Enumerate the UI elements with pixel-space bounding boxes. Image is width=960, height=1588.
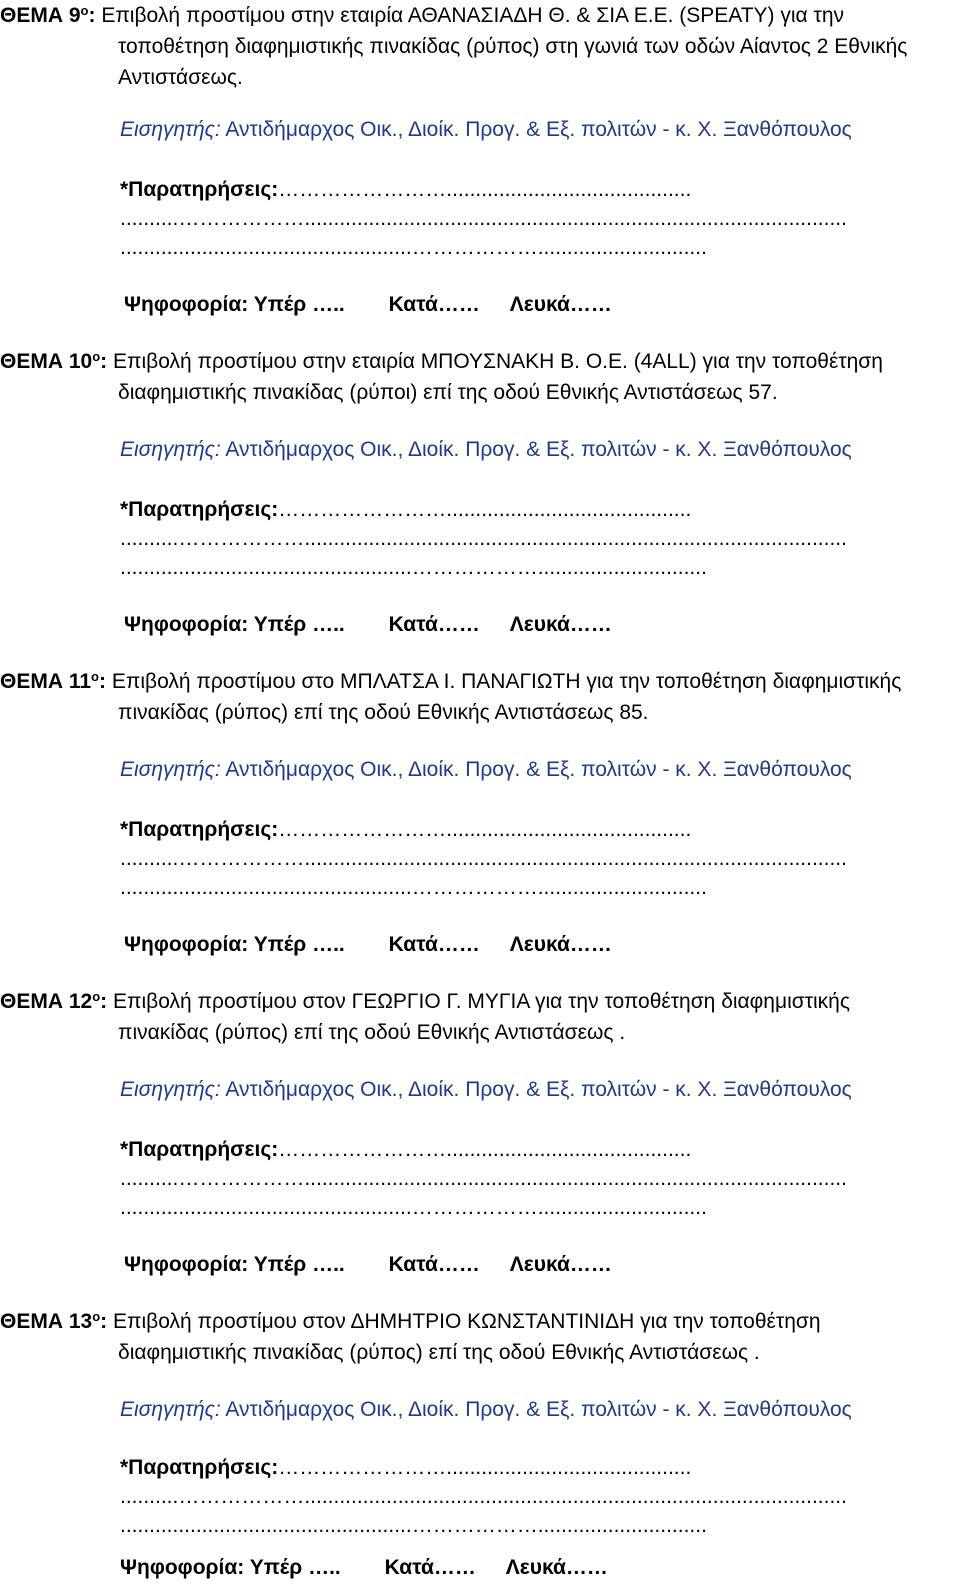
theme-title: Επιβολή προστίμου στην εταιρία ΜΠΟΥΣΝΑΚΗ Β. Ο.Ε. (4ALL) για την τοποθέτηση bbox=[113, 350, 883, 373]
remarks-dots: ..........………………............................................................................................. bbox=[120, 527, 847, 550]
remarks-block bbox=[120, 495, 942, 582]
remarks-dots: …………………….......................................... bbox=[278, 1456, 692, 1479]
theme-ordinal: ο bbox=[92, 349, 101, 364]
remarks-label: *Παρατηρήσεις: bbox=[120, 178, 279, 201]
vote-line bbox=[124, 929, 612, 960]
rapporteur-line bbox=[120, 114, 852, 145]
theme-title-continuation: πινακίδας (ρύπος) επί της οδού Εθνικής Αντιστάσεως . bbox=[118, 1021, 626, 1044]
theme-ordinal: ο bbox=[92, 1309, 101, 1324]
rapporteur-line bbox=[120, 1394, 852, 1425]
vote-blank: Λευκά…… bbox=[509, 613, 612, 636]
vote-for: Ψηφοφορία: Υπέρ ….. bbox=[124, 933, 345, 956]
vote-against: Κατά…… bbox=[384, 1556, 476, 1579]
rapporteur-line bbox=[120, 1074, 852, 1105]
remarks-dots: ..................................................………………............................. bbox=[120, 1196, 707, 1219]
remarks-block bbox=[120, 1135, 942, 1222]
rapporteur-label: Εισηγητής: bbox=[120, 1078, 221, 1101]
vote-against: Κατά…… bbox=[388, 293, 480, 316]
remarks-dots: ..........………………............................................................................................. bbox=[120, 207, 847, 230]
vote-for: Ψηφοφορία: Υπέρ ….. bbox=[120, 1556, 341, 1579]
rapporteur-label: Εισηγητής: bbox=[120, 118, 221, 141]
theme-heading: ΘΕΜΑ $11^o$: Επιβολή προστίμου στο ΜΠΛΑΤΣΑ Ι. ΠΑΝΑΓΙΩΤΗ για την τοποθέτηση διαφημιστικής πινακίδας (ρύπος) επί της οδού Εθνικής Αντιστάσεως 85. bbox=[0, 666, 948, 728]
theme-title: Επιβολή προστίμου στον ΔΗΜΗΤΡΙΟ ΚΩΝΣΤΑΝΤΙΝΙΔΗ για την τοποθέτηση bbox=[113, 1310, 821, 1333]
rapporteur-text: Αντιδήμαρχος Οικ., Διοίκ. Προγ. & Εξ. πολιτών - κ. Χ. Ξανθόπουλος bbox=[225, 118, 852, 141]
theme-title-continuation: διαφημιστικής πινακίδας (ρύπος) επί της οδού Εθνικής Αντιστάσεως . bbox=[118, 1341, 760, 1364]
rapporteur-label: Εισηγητής: bbox=[120, 438, 221, 461]
vote-line bbox=[124, 1249, 612, 1280]
theme-ordinal: ο bbox=[80, 3, 89, 18]
theme-heading: ΘΕΜΑ $12^o$: Επιβολή προστίμου στον ΓΕΩΡΓΙΟ Γ. ΜΥΓΙΑ για την τοποθέτηση διαφημιστικής πινακίδας (ρύπος) επί της οδού Εθνικής Αντιστάσεως . bbox=[0, 986, 948, 1048]
vote-blank: Λευκά…… bbox=[509, 933, 612, 956]
vote-for: Ψηφοφορία: Υπέρ ….. bbox=[124, 293, 345, 316]
remarks-block bbox=[120, 815, 942, 902]
remarks-block bbox=[120, 175, 942, 262]
theme-heading: ΘΕΜΑ $9^o$: Επιβολή προστίμου στην εταιρία ΑΘΑΝΑΣΙΑΔΗ Θ. & ΣΙΑ Ε.Ε. (SPEATY) για την τοποθέτηση διαφημιστικής πινακίδας (ρύπος) στη γωνιά των οδών Αίαντος 2 Εθνικής Αντιστάσεως. bbox=[0, 0, 948, 93]
remarks-block bbox=[120, 1453, 942, 1540]
vote-for: Ψηφοφορία: Υπέρ ….. bbox=[124, 613, 345, 636]
theme-heading: ΘΕΜΑ $13^o$: Επιβολή προστίμου στον ΔΗΜΗΤΡΙΟ ΚΩΝΣΤΑΝΤΙΝΙΔΗ για την τοποθέτηση διαφημιστικής πινακίδας (ρύπος) επί της οδού Εθνικής Αντιστάσεως . bbox=[0, 1306, 948, 1368]
theme-ordinal: ο bbox=[91, 669, 99, 684]
vote-for: Ψηφοφορία: Υπέρ ….. bbox=[124, 1253, 345, 1276]
rapporteur-line bbox=[120, 434, 852, 465]
rapporteur-line bbox=[120, 754, 852, 785]
remarks-dots: …………………….......................................... bbox=[278, 498, 692, 521]
vote-line bbox=[124, 289, 612, 320]
remarks-dots: …………………….......................................... bbox=[278, 818, 692, 841]
rapporteur-text: Αντιδήμαρχος Οικ., Διοίκ. Προγ. & Εξ. πολιτών - κ. Χ. Ξανθόπουλος bbox=[225, 1398, 852, 1421]
theme-title-continuation: τοποθέτηση διαφημιστικής πινακίδας (ρύπος) στη γωνιά των οδών Αίαντος 2 Εθνικής Αντιστάσεως. bbox=[118, 35, 908, 89]
theme-label: ΘΕΜΑ 10 bbox=[0, 350, 93, 373]
theme-title: Επιβολή προστίμου στον ΓΕΩΡΓΙΟ Γ. ΜΥΓΙΑ για την τοποθέτηση διαφημιστικής bbox=[113, 990, 850, 1013]
remarks-label: *Παρατηρήσεις: bbox=[120, 818, 279, 841]
theme-title: Επιβολή προστίμου στην εταιρία ΑΘΑΝΑΣΙΑΔΗ Θ. & ΣΙΑ Ε.Ε. (SPEATY) για την bbox=[101, 4, 844, 27]
vote-against: Κατά…… bbox=[388, 613, 480, 636]
vote-line bbox=[120, 1552, 608, 1583]
theme-title-continuation: διαφημιστικής πινακίδας (ρύποι) επί της οδού Εθνικής Αντιστάσεως 57. bbox=[118, 381, 778, 404]
vote-against: Κατά…… bbox=[388, 933, 480, 956]
remarks-dots: …………………….......................................... bbox=[278, 1138, 692, 1161]
vote-blank: Λευκά…… bbox=[505, 1556, 608, 1579]
rapporteur-label: Εισηγητής: bbox=[120, 758, 221, 781]
theme-title: Επιβολή προστίμου στο ΜΠΛΑΤΣΑ Ι. ΠΑΝΑΓΙΩΤΗ για την τοποθέτηση διαφημιστικής bbox=[111, 670, 902, 693]
remarks-dots: ..................................................………………............................. bbox=[120, 876, 707, 899]
remarks-dots: ..........………………............................................................................................. bbox=[120, 1167, 847, 1190]
remarks-label: *Παρατηρήσεις: bbox=[120, 1138, 279, 1161]
vote-blank: Λευκά…… bbox=[509, 293, 612, 316]
remarks-label: *Παρατηρήσεις: bbox=[120, 498, 279, 521]
remarks-dots: …………………….......................................... bbox=[278, 178, 692, 201]
remarks-dots: ..................................................………………............................. bbox=[120, 556, 707, 579]
vote-against: Κατά…… bbox=[388, 1253, 480, 1276]
theme-title-continuation: πινακίδας (ρύπος) επί της οδού Εθνικής Αντιστάσεως 85. bbox=[118, 701, 649, 724]
theme-label: ΘΕΜΑ 9 bbox=[0, 4, 81, 27]
remarks-dots: ..........………………............................................................................................. bbox=[120, 1485, 847, 1508]
theme-ordinal: ο bbox=[92, 989, 101, 1004]
theme-label: ΘΕΜΑ 11 bbox=[0, 670, 92, 693]
theme-heading: ΘΕΜΑ $10^o$: Επιβολή προστίμου στην εταιρία ΜΠΟΥΣΝΑΚΗ Β. Ο.Ε. (4ALL) για την τοποθέτηση διαφημιστικής πινακίδας (ρύποι) επί της οδού Εθνικής Αντιστάσεως 57. bbox=[0, 346, 948, 408]
remarks-label: *Παρατηρήσεις: bbox=[120, 1456, 279, 1479]
rapporteur-text: Αντιδήμαρχος Οικ., Διοίκ. Προγ. & Εξ. πολιτών - κ. Χ. Ξανθόπουλος bbox=[225, 758, 852, 781]
remarks-dots: ..................................................………………............................. bbox=[120, 1514, 707, 1537]
remarks-dots: ..................................................………………............................. bbox=[120, 236, 707, 259]
rapporteur-text: Αντιδήμαρχος Οικ., Διοίκ. Προγ. & Εξ. πολιτών - κ. Χ. Ξανθόπουλος bbox=[225, 438, 852, 461]
theme-label: ΘΕΜΑ 12 bbox=[0, 990, 93, 1013]
rapporteur-label: Εισηγητής: bbox=[120, 1398, 221, 1421]
rapporteur-text: Αντιδήμαρχος Οικ., Διοίκ. Προγ. & Εξ. πολιτών - κ. Χ. Ξανθόπουλος bbox=[225, 1078, 852, 1101]
remarks-dots: ..........………………............................................................................................. bbox=[120, 847, 847, 870]
vote-line bbox=[124, 609, 612, 640]
theme-label: ΘΕΜΑ 13 bbox=[0, 1310, 93, 1333]
vote-blank: Λευκά…… bbox=[509, 1253, 612, 1276]
